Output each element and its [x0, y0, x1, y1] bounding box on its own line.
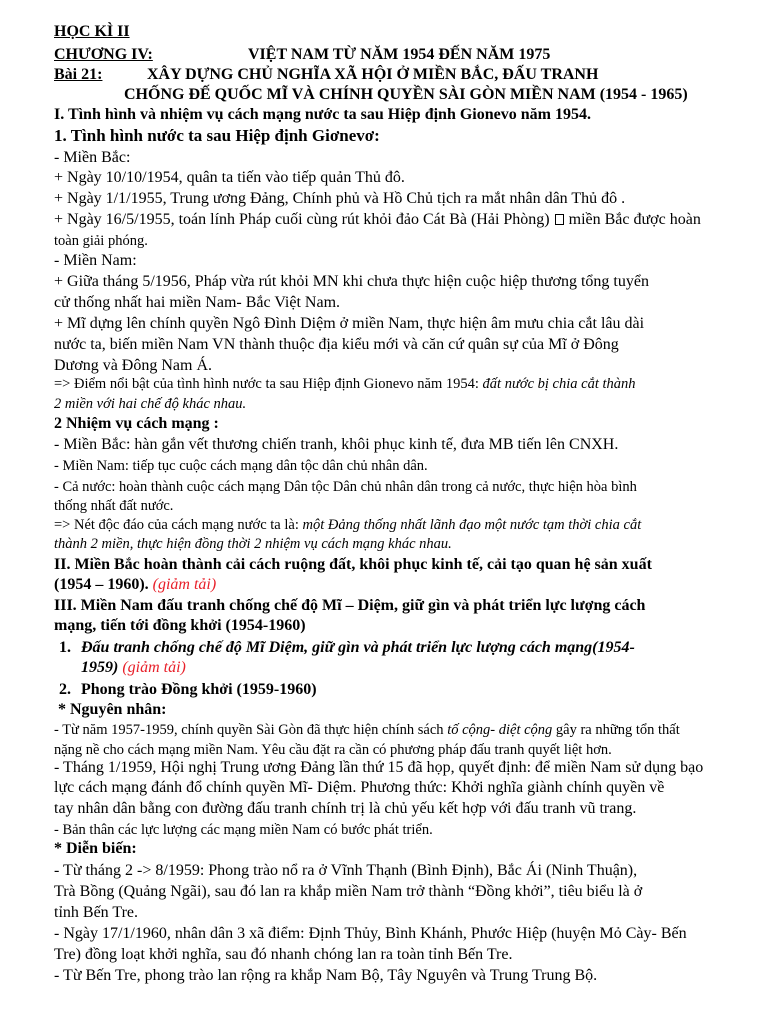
lesson-title-line-2: CHỐNG ĐẾ QUỐC MĨ VÀ CHÍNH QUYỀN SÀI GÒN MIỀN NAM (1954 - 1965) [124, 86, 688, 103]
lesson-label: Bài 21: [54, 66, 103, 83]
events-heading: * Diễn biến: [54, 840, 137, 857]
section-2-heading-1: II. Miền Bắc hoàn thành cải cách ruộng đất, khôi phục kinh tế, cải tạo quan hệ sản xuất [54, 556, 652, 573]
cause-1-a-post: gây ra những tổn thất [555, 722, 680, 738]
lesson-title-line-1: XÂY DỰNG CHỦ NGHĨA XÃ HỘI Ở MIỀN BẮC, ĐẤU TRANH [147, 66, 599, 83]
task-item-2: - Miền Nam: tiếp tục cuộc cách mạng dân tộc dân chủ nhân dân. [54, 458, 428, 474]
arrow-glyph-icon [555, 214, 564, 225]
cause-1-a [54, 720, 680, 740]
event-1-b: Trà Bồng (Quảng Ngãi), sau đó lan ra khắp miền Nam trở thành “Đồng khởi”, tiêu biểu là ở [54, 883, 643, 900]
cause-2-b: lực cách mạng đánh đổ chính quyền Mĩ- Diệm. Phương thức: Khởi nghĩa giành chính quyền về [54, 779, 665, 796]
mien-bac-item-3-c: toàn giải phóng. [54, 233, 148, 249]
situation-note-italic-2: 2 miền với hai chế độ khác nhau. [54, 396, 247, 412]
event-1-c: tỉnh Bến Tre. [54, 904, 139, 921]
section-3-item-2 [59, 680, 317, 700]
chapter-label: CHƯƠNG IV: [54, 46, 153, 63]
chapter-title: VIỆT NAM TỪ NĂM 1954 ĐẾN NĂM 1975 [248, 46, 551, 63]
task-item-1: - Miền Bắc: hàn gắn vết thương chiến tranh, khôi phục kinh tế, đưa MB tiến lên CNXH. [54, 436, 619, 453]
item-1-reduced-load: (giảm tải) [122, 659, 186, 676]
mien-nam-item-1-a: + Giữa tháng 5/1956, Pháp vừa rút khỏi MN khi chưa thực hiện cuộc hiệp thương tổng tuyển [54, 273, 649, 290]
cause-1-a-pre: - Từ năm 1957-1959, chính quyền Sài Gòn đã thực hiện chính sách [54, 722, 444, 738]
mien-nam-item-2-b: nước ta, biến miền Nam VN thành thuộc địa kiểu mới và căn cứ quân sự của Mĩ ở Đông [54, 336, 619, 353]
mien-nam-item-1-b: cử thống nhất hai miền Nam- Bắc Việt Nam. [54, 294, 341, 311]
section-3-heading-2: mạng, tiến tới đồng khởi (1954-1960) [54, 617, 306, 634]
cause-3: - Bản thân các lực lượng các mạng miền Nam có bước phát triển. [54, 822, 433, 838]
mien-bac-item-3-a: + Ngày 16/5/1955, toán lính Pháp cuối cùng rút khỏi đảo Cát Bà (Hải Phòng) [54, 211, 550, 228]
mien-nam-label: - Miền Nam: [54, 252, 137, 269]
task-note-italic-1: một Đảng thống nhất lãnh đạo một nước tạm thời chia cắt [302, 517, 642, 533]
mien-nam-item-2-c: Dương và Đông Nam Á. [54, 357, 212, 374]
section-3-heading-1: III. Miền Nam đấu tranh chống chế độ Mĩ – Diệm, giữ gìn và phát triển lực lượng cách [54, 597, 646, 614]
task-item-3-b: thống nhất đất nước. [54, 498, 174, 514]
mien-nam-item-2-a: + Mĩ dựng lên chính quyền Ngô Đình Diệm ở miền Nam, thực hiện âm mưu chia cắt lâu dài [54, 315, 645, 332]
situation-note-prefix: => Điểm nổi bật của tình hình nước ta sau Hiệp định Gionevo năm 1954: [54, 376, 479, 392]
item-1-text-b: 1959) [81, 659, 119, 676]
task-note-italic-2: thành 2 miền, thực hiện đồng thời 2 nhiệm vụ cách mạng khác nhau. [54, 536, 452, 552]
section-2-heading-2 [54, 575, 216, 595]
cause-2-c: tay nhân dân bằng con đường đấu tranh chính trị là chủ yếu kết hợp với đấu tranh vũ trang. [54, 800, 637, 817]
situation-note [54, 374, 636, 394]
lesson-line [54, 65, 714, 85]
section-3-item-1-b [81, 658, 186, 678]
item-1-number: 1. [59, 639, 71, 656]
section-1-heading: I. Tình hình và nhiệm vụ cách mạng nước ta sau Hiệp định Gionevo năm 1954. [54, 106, 591, 123]
task-note-prefix: => Nét độc đáo của cách mạng nước ta là: [54, 517, 299, 533]
cause-1-b: nặng nề cho cách mạng miền Nam. Yêu cầu đặt ra cần có phương pháp đấu tranh quyết liệt hơn. [54, 742, 612, 758]
mien-bac-item-2: + Ngày 1/1/1955, Trung ương Đảng, Chính phủ và Hồ Chủ tịch ra mắt nhân dân Thủ đô . [54, 190, 626, 207]
section-2-years: (1954 – 1960). [54, 576, 149, 593]
item-1-text-a: Đấu tranh chống chế độ Mĩ Diệm, giữ gìn và phát triển lực lượng cách mạng(1954- [81, 639, 635, 656]
mien-bac-item-3-b: miền Bắc được hoàn [568, 211, 701, 228]
event-2-b: Tre) đồng loạt khởi nghĩa, sau đó nhanh chóng lan ra toàn tỉnh Bến Tre. [54, 946, 513, 963]
cause-1-a-italic: tố cộng- diệt cộng [447, 722, 553, 738]
task-note [54, 515, 641, 535]
semester-heading: HỌC KÌ II [54, 23, 130, 40]
section-1-sub-1: 1. Tình hình nước ta sau Hiệp định Giơnevơ: [54, 126, 380, 145]
section-1-sub-2: 2 Nhiệm vụ cách mạng : [54, 415, 219, 432]
reduced-load-note: (giảm tải) [152, 576, 217, 593]
event-2-a: - Ngày 17/1/1960, nhân dân 3 xã điểm: Định Thủy, Bình Khánh, Phước Hiệp (huyện Mỏ Cày- Bến [54, 925, 687, 942]
situation-note-italic-1: đất nước bị chia cắt thành [482, 376, 636, 392]
chapter-line [54, 45, 714, 65]
item-2-number: 2. [59, 681, 71, 698]
mien-bac-label: - Miền Bắc: [54, 149, 131, 166]
task-item-3-a: - Cả nước: hoàn thành cuộc cách mạng Dân tộc Dân chủ nhân dân trong cả nước, thực hiện hòa bình [54, 479, 637, 495]
section-3-item-1 [59, 638, 635, 658]
causes-heading: * Nguyên nhân: [58, 701, 167, 718]
event-1-a: - Từ tháng 2 -> 8/1959: Phong trào nổ ra ở Vĩnh Thạnh (Bình Định), Bắc Ái (Ninh Thuận), [54, 862, 638, 879]
mien-bac-item-1: + Ngày 10/10/1954, quân ta tiến vào tiếp quản Thủ đô. [54, 169, 405, 186]
cause-2-a: - Tháng 1/1959, Hội nghị Trung ương Đảng lần thứ 15 đã họp, quyết định: để miền Nam sử dụng bạo [54, 759, 704, 776]
event-3: - Từ Bến Tre, phong trào lan rộng ra khắp Nam Bộ, Tây Nguyên và Trung Trung Bộ. [54, 967, 598, 984]
mien-bac-item-3 [54, 210, 701, 230]
item-2-text: Phong trào Đồng khởi (1959-1960) [81, 681, 317, 698]
